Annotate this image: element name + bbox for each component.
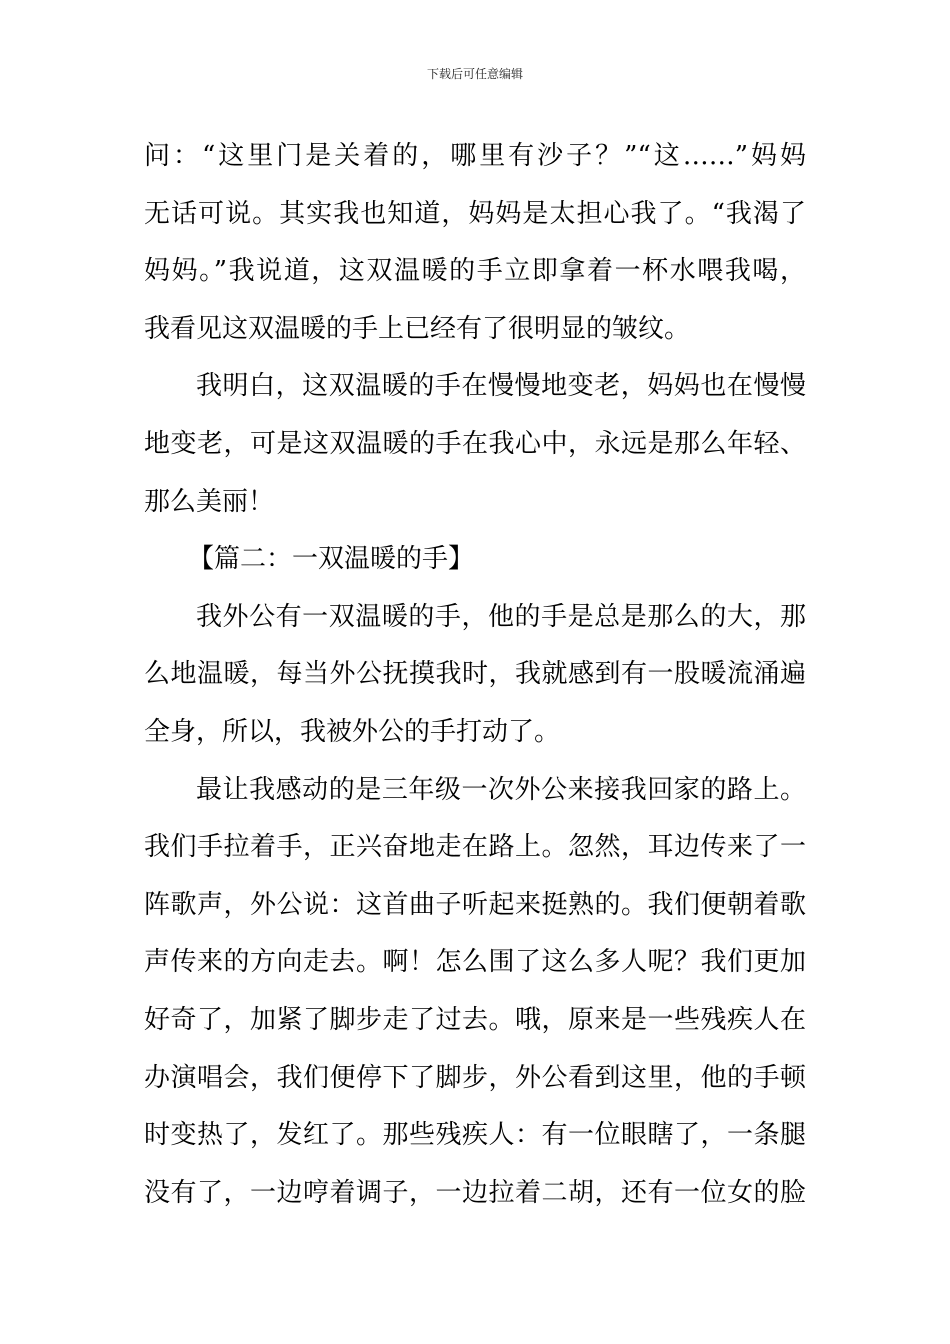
text-line: 问：“这里门是关着的，哪里有沙子？”“这……”妈妈 [144,141,806,171]
text-line: 么地温暖，每当外公抚摸我时，我就感到有一股暖流涌遍 [144,659,806,690]
text-line: 无话可说。其实我也知道，妈妈是太担心我了。“我渴了 [144,198,806,229]
text-line: 那么美丽！ [144,486,275,517]
text-line: 阵歌声，外公说：这首曲子听起来挺熟的。我们便朝着歌 [144,889,806,920]
text-line: 最让我感动的是三年级一次外公来接我回家的路上。 [196,774,806,805]
text-line: 我看见这双温暖的手上已经有了很明显的皱纹。 [144,313,691,344]
text-line: 没有了，一边哼着调子，一边拉着二胡，还有一位女的脸 [144,1177,806,1208]
text-line: 时变热了，发红了。那些残疾人：有一位眼瞎了，一条腿 [144,1120,806,1151]
text-line: 我明白，这双温暖的手在慢慢地变老，妈妈也在慢慢 [196,371,806,402]
text-line: 全身，所以，我被外公的手打动了。 [144,716,561,747]
text-line: 我外公有一双温暖的手，他的手是总是那么的大，那 [196,601,806,632]
document-body [144,128,806,1222]
page-header: 下载后可任意编辑 [426,67,523,81]
text-line: 声传来的方向走去。啊！怎么围了这么多人呢？我们更加 [144,947,806,978]
text-line: 好奇了，加紧了脚步走了过去。哦，原来是一些残疾人在 [144,1004,806,1035]
section-heading: 【篇二：一双温暖的手】 [188,544,475,575]
text-line: 我们手拉着手，正兴奋地走在路上。忽然，耳边传来了一 [144,832,806,863]
text-line: 办演唱会，我们便停下了脚步，外公看到这里，他的手顿 [144,1062,806,1093]
text-line: 地变老，可是这双温暖的手在我心中，永远是那么年轻、 [144,428,806,459]
text-line: 妈妈。”我说道，这双温暖的手立即拿着一杯水喂我喝， [144,256,806,287]
